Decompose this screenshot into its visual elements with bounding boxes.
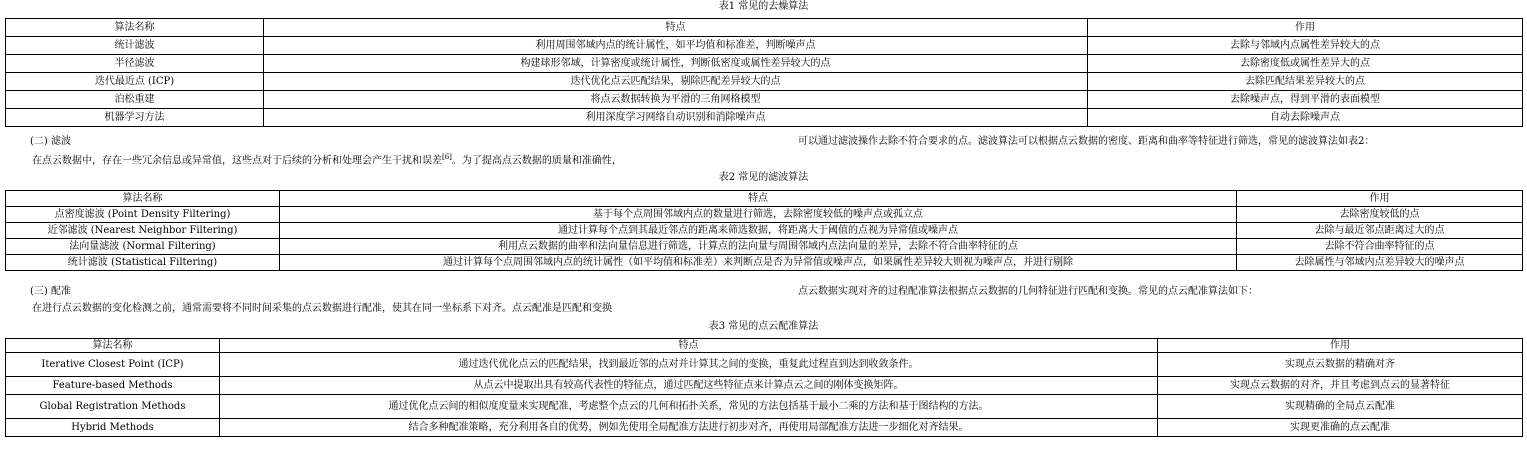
- table-cell: 通过计算每个点周围邻域内点的统计属性（如平均值和标准差）来判断点是否为异常值或噪声点，如果属性差异较大则视为噪声点，并进行剔除: [280, 255, 1237, 271]
- table-header-row: [6, 339, 1523, 353]
- table-cell: 点密度滤波 (Point Density Filtering): [6, 207, 280, 223]
- table-row: [6, 419, 1523, 437]
- table-cell: 实现精确的全局点云配准: [1158, 395, 1523, 419]
- section2-text: 在点云数据中，存在一些冗余信息或异常值，这些点对于后续的分析和处理会产生干扰和误差: [32, 155, 442, 167]
- section3-text-right: 点云数据实现对齐的过程配准算法根据点云数据的几何特征进行匹配和变换。常见的点云配准算法如下：: [798, 286, 1258, 297]
- table-cell: 去除与最近邻点距离过大的点: [1237, 223, 1523, 239]
- table-cell: 去除密度较低的点: [1237, 207, 1523, 223]
- column-header: 作用: [1088, 19, 1523, 37]
- table-cell: 迭代优化点云匹配结果，剔除匹配差异较大的点: [264, 73, 1088, 91]
- table-cell: 结合多种配准策略，充分利用各自的优势，例如先使用全局配准方法进行初步对齐，再使用局部配准方法进一步细化对齐结果。: [220, 419, 1158, 437]
- table-cell: Global Registration Methods: [6, 395, 220, 419]
- table-cell: 利用点云数据的曲率和法向量信息进行筛选，计算点的法向量与周围邻域内点法向量的差异，去除不符合曲率特征的点: [280, 239, 1237, 255]
- table-row: [6, 223, 1523, 239]
- table-header-row: [6, 19, 1523, 37]
- section2-heading: (二) 滤波: [30, 136, 71, 147]
- column-header: 特点: [280, 191, 1237, 207]
- table2: [5, 190, 1523, 271]
- section2-text-cont: 。为了提高点云数据的质量和准确性，: [451, 155, 622, 167]
- table-row: [6, 55, 1523, 73]
- table-cell: 半径滤波: [6, 55, 264, 73]
- table-row: [6, 353, 1523, 377]
- table-cell: 去除不符合曲率特征的点: [1237, 239, 1523, 255]
- table1-caption: 表1 常见的去燥算法: [718, 1, 809, 12]
- column-header: 特点: [264, 19, 1088, 37]
- table-cell: Hybrid Methods: [6, 419, 220, 437]
- table-row: [6, 377, 1523, 395]
- table-cell: 利用周围邻域内点的统计属性，如平均值和标准差，判断噪声点: [264, 37, 1088, 55]
- table-cell: 自动去除噪声点: [1088, 109, 1523, 127]
- column-header: 作用: [1158, 339, 1523, 353]
- table-cell: 近邻滤波 (Nearest Neighbor Filtering): [6, 223, 280, 239]
- table-cell: 实现点云数据的精确对齐: [1158, 353, 1523, 377]
- section2-paragraph: [32, 153, 622, 167]
- table-cell: 去除与邻域内点属性差异较大的点: [1088, 37, 1523, 55]
- table-cell: 通过优化点云间的相似度度量来实现配准，考虑整个点云的几何和拓扑关系，常见的方法包括基于最小二乘的方法和基于图结构的方法。: [220, 395, 1158, 419]
- table-cell: Iterative Closest Point (ICP): [6, 353, 220, 377]
- section2-text-right: 可以通过滤波操作去除不符合要求的点。滤波算法可以根据点云数据的密度、距离和曲率等特征进行筛选，常见的滤波算法如表2：: [798, 136, 1375, 147]
- table-cell: 去除密度低或属性差异大的点: [1088, 55, 1523, 73]
- column-header: 作用: [1237, 191, 1523, 207]
- table-cell: 实现更准确的点云配准: [1158, 419, 1523, 437]
- table-row: [6, 73, 1523, 91]
- column-header: 算法名称: [6, 19, 264, 37]
- table-cell: 实现点云数据的对齐，并且考虑到点云的显著特征: [1158, 377, 1523, 395]
- table-cell: 去除属性与邻域内点差异较大的噪声点: [1237, 255, 1523, 271]
- table-row: [6, 395, 1523, 419]
- table-row: [6, 91, 1523, 109]
- table-row: [6, 109, 1523, 127]
- table-cell: 将点云数据转换为平滑的三角网格模型: [264, 91, 1088, 109]
- table-cell: Feature-based Methods: [6, 377, 220, 395]
- table-cell: 法向量滤波 (Normal Filtering): [6, 239, 280, 255]
- table2-caption: 表2 常见的滤波算法: [718, 172, 809, 183]
- table-cell: 利用深度学习网络自动识别和消除噪声点: [264, 109, 1088, 127]
- table3: [5, 338, 1523, 437]
- table-cell: 基于每个点周围邻域内点的数量进行筛选，去除密度较低的噪声点或孤立点: [280, 207, 1237, 223]
- table3-caption: 表3 常见的点云配准算法: [708, 321, 819, 332]
- section3-paragraph: 在进行点云数据的变化检测之前，通常需要将不同时间采集的点云数据进行配准，使其在同一坐标系下对齐。点云配准是匹配和变换: [32, 303, 612, 314]
- citation-ref: [6]: [442, 153, 452, 161]
- table-row: [6, 255, 1523, 271]
- table-row: [6, 239, 1523, 255]
- table-row: [6, 37, 1523, 55]
- table-cell: 迭代最近点 (ICP): [6, 73, 264, 91]
- table-header-row: [6, 191, 1523, 207]
- table-cell: 统计滤波 (Statistical Filtering): [6, 255, 280, 271]
- table-cell: 构建球形邻域，计算密度或统计属性，判断低密度或属性差异较大的点: [264, 55, 1088, 73]
- table1: [5, 18, 1523, 127]
- table-cell: 去除噪声点，得到平滑的表面模型: [1088, 91, 1523, 109]
- column-header: 算法名称: [6, 191, 280, 207]
- column-header: 特点: [220, 339, 1158, 353]
- table-cell: 去除匹配结果差异较大的点: [1088, 73, 1523, 91]
- table-cell: 泊松重建: [6, 91, 264, 109]
- column-header: 算法名称: [6, 339, 220, 353]
- table-cell: 机器学习方法: [6, 109, 264, 127]
- table-cell: 通过迭代优化点云的匹配结果，找到最近邻的点对并计算其之间的变换，重复此过程直到达到收敛条件。: [220, 353, 1158, 377]
- table-row: [6, 207, 1523, 223]
- table-cell: 统计滤波: [6, 37, 264, 55]
- section3-heading: (三) 配准: [30, 286, 71, 297]
- table-cell: 通过计算每个点到其最近邻点的距离来筛选数据，将距离大于阈值的点视为异常值或噪声点: [280, 223, 1237, 239]
- table-cell: 从点云中提取出具有较高代表性的特征点，通过匹配这些特征点来计算点云之间的刚体变换矩阵。: [220, 377, 1158, 395]
